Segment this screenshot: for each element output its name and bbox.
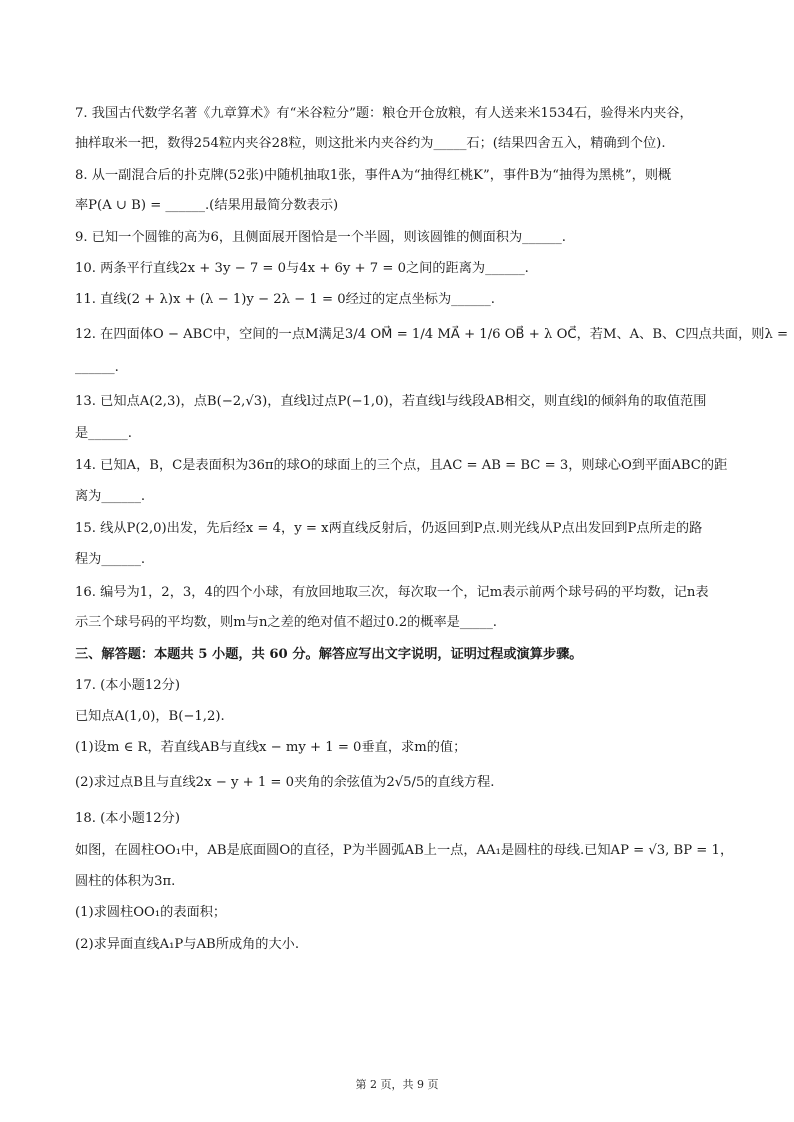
q15-line1: 15. 线从P(2,0)出发，先后经x = 4，y = x两直线反射后，仍返回到P点.则光线从P点出发回到P点所走的路 <box>75 521 703 536</box>
q12-line1: 12. 在四面体O − ABC中，空间的一点M满足3/4 OM⃗ = 1/4 MA⃗ + 1/6 OB⃗ + λ OC⃗，若M、A、B、C四点共面，则λ = <box>75 327 789 342</box>
q18-part2: (2)求异面直线A₁P与AB所成角的大小. <box>75 937 300 952</box>
q13-line2: 是______. <box>75 426 132 441</box>
q18-header: 18. (本小题12分) <box>75 811 180 826</box>
q16-line2: 示三个球号码的平均数，则m与n之差的绝对值不超过0.2的概率是_____. <box>75 615 498 630</box>
q17-header: 17. (本小题12分) <box>75 678 180 693</box>
q17-part1: (1)设m ∈ R，若直线AB与直线x − my + 1 = 0垂直，求m的值； <box>75 740 467 755</box>
q12-line2: ______. <box>75 360 119 375</box>
q11-line: 11. 直线(2 + λ)x + (λ − 1)y − 2λ − 1 = 0经过的定点坐标为______. <box>75 292 495 307</box>
q17-part2: (2)求过点B且与直线2x − y + 1 = 0夹角的余弦值为2√5/5的直线方程. <box>75 775 495 790</box>
q14-line1: 14. 已知A，B，C是表面积为36π的球O的球面上的三个点，且AC = AB = BC = 3，则球心O到平面ABC的距 <box>75 458 728 473</box>
q13-line1: 13. 已知点A(2,3)，点B(−2,√3)，直线l过点P(−1,0)，若直线l与线段AB相交，则直线l的倾斜角的取值范围 <box>75 394 707 409</box>
q18-given-line1: 如图，在圆柱OO₁中，AB是底面圆O的直径，P为半圆弧AB上一点，AA₁是圆柱的母线.已知AP = √3, BP = 1， <box>75 843 734 858</box>
q9-line: 9. 已知一个圆锥的高为6，且侧面展开图恰是一个半圆，则该圆锥的侧面积为______. <box>75 230 566 245</box>
q14-line2: 离为______. <box>75 489 146 504</box>
q15-line2: 程为______. <box>75 552 146 567</box>
q10-line: 10. 两条平行直线2x + 3y − 7 = 0与4x + 6y + 7 = 0之间的距离为______. <box>75 261 529 276</box>
section-three-heading: 三、解答题：本题共 5 小题，共 60 分。解答应写出文字说明，证明过程或演算步骤。 <box>75 647 583 662</box>
q8-line1: 8. 从一副混合后的扑克牌(52张)中随机抽取1张，事件A为“抽得红桃K”，事件B为“抽得为黑桃”，则概 <box>75 168 672 183</box>
page-footer: 第 2 页，共 9 页 <box>355 1078 439 1091</box>
q17-given: 已知点A(1,0)，B(−1,2). <box>75 709 225 724</box>
q16-line1: 16. 编号为1，2，3，4的四个小球，有放回地取三次，每次取一个，记m表示前两个球号码的平均数，记n表 <box>75 585 709 600</box>
q7-line2: 抽样取米一把，数得254粒内夹谷28粒，则这批米内夹谷约为_____石；(结果四舍五入，精确到个位). <box>75 136 666 151</box>
q18-given-line2: 圆柱的体积为3π. <box>75 874 176 889</box>
q8-line2: 率P(A ∪ B) = ______.(结果用最简分数表示) <box>75 198 339 213</box>
q18-part1: (1)求圆柱OO₁的表面积； <box>75 905 227 920</box>
q7-line1: 7. 我国古代数学名著《九章算术》有“米谷粒分”题：粮仓开仓放粮，有人送来米1534石，验得米内夹谷， <box>75 106 693 121</box>
